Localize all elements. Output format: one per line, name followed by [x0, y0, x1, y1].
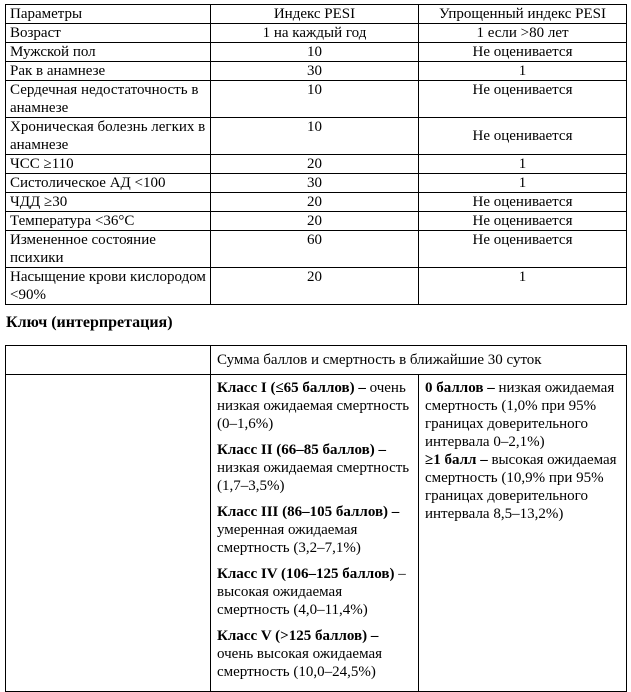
parameter-cell: Хроническая болезнь легких в анамнезе — [6, 118, 211, 155]
pesi-score-cell: 20 — [211, 193, 419, 212]
pesi-class-item-description: – высокая ожидаемая смертность (4,0–11,4%) — [217, 566, 406, 618]
col-header-parameters: Параметры — [6, 5, 211, 24]
parameter-cell: Рак в анамнезе — [6, 62, 211, 81]
table-header-row — [6, 5, 627, 24]
pesi-table-body — [6, 24, 627, 305]
interpretation-header-cell: Сумма баллов и смертность в ближайшие 30 суток — [211, 346, 627, 375]
table-row — [6, 24, 627, 43]
parameter-cell: Мужской пол — [6, 43, 211, 62]
pesi-score-cell: 30 — [211, 62, 419, 81]
parameter-cell: Возраст — [6, 24, 211, 43]
pesi-score-cell: 20 — [211, 155, 419, 174]
pesi-score-cell: 20 — [211, 268, 419, 305]
spesi-score-cell: 1 — [419, 155, 627, 174]
table-row — [6, 43, 627, 62]
table-row — [6, 174, 627, 193]
pesi-score-cell: 20 — [211, 212, 419, 231]
empty-cell — [6, 346, 211, 375]
parameter-cell: ЧСС ≥110 — [6, 155, 211, 174]
pesi-score-cell: 1 на каждый год — [211, 24, 419, 43]
pesi-parameters-table — [5, 4, 627, 305]
table-row — [6, 212, 627, 231]
spesi-score-cell: 1 если >80 лет — [419, 24, 627, 43]
table-row — [6, 268, 627, 305]
spesi-score-cell: Не оценивается — [419, 231, 627, 268]
spesi-score-cell: Не оценивается — [419, 81, 627, 118]
key-interpretation-label: Ключ (интерпретация) — [6, 314, 173, 331]
pesi-class-item — [217, 565, 412, 619]
pesi-class-item-bold-label: Класс II (66–85 баллов) – — [217, 442, 386, 458]
pesi-score-cell: 10 — [211, 118, 419, 155]
table-row — [6, 155, 627, 174]
spesi-result-item-description: низкая ожидаемая смертность (1,0% при 95% границах доверительного интервала 0–2,1%) — [425, 380, 615, 450]
spesi-score-cell: Не оценивается — [419, 43, 627, 62]
interpretation-table — [5, 345, 627, 692]
col-header-simplified-pesi-index: Упрощенный индекс PESI — [419, 5, 627, 24]
table-row — [6, 118, 627, 155]
empty-cell — [6, 375, 211, 692]
pesi-score-cell: 10 — [211, 43, 419, 62]
table-row — [6, 193, 627, 212]
pesi-class-item — [217, 441, 412, 495]
pesi-class-item-description: очень высокая ожидаемая смертность (10,0–24,5%) — [217, 646, 383, 680]
parameter-cell: Насыщение крови кислородом <90% — [6, 268, 211, 305]
parameter-cell: ЧДД ≥30 — [6, 193, 211, 212]
spesi-score-cell: Не оценивается — [419, 193, 627, 212]
spesi-result-item-description: высокая ожидаемая смертность (10,9% при 95% границах доверительного интервала 8,5–13,2%) — [425, 452, 617, 522]
parameter-cell: Сердечная недостаточность в анамнезе — [6, 81, 211, 118]
interpretation-body-row — [6, 375, 627, 692]
spesi-result-item — [425, 379, 620, 451]
pesi-class-item — [217, 379, 412, 433]
pesi-class-item — [217, 503, 412, 557]
parameter-cell: Измененное состояние психики — [6, 231, 211, 268]
pesi-class-item — [217, 627, 412, 681]
spesi-result-item-bold-label: ≥1 балл – — [425, 452, 488, 468]
pesi-classes-cell — [211, 375, 419, 692]
table-row — [6, 81, 627, 118]
spesi-result-item — [425, 451, 620, 523]
pesi-class-item-bold-label: Класс I (≤65 баллов) – — [217, 380, 366, 396]
pesi-class-item-bold-label: Класс V (>125 баллов) – — [217, 628, 379, 644]
table-row — [6, 231, 627, 268]
col-header-pesi-index: Индекс PESI — [211, 5, 419, 24]
pesi-class-item-description: низкая ожидаемая смертность (1,7–3,5%) — [217, 460, 410, 494]
spesi-score-cell: Не оценивается — [419, 118, 627, 155]
pesi-score-cell: 60 — [211, 231, 419, 268]
parameter-cell: Систолическое АД <100 — [6, 174, 211, 193]
spesi-score-cell: 1 — [419, 62, 627, 81]
spesi-result-item-bold-label: 0 баллов – — [425, 380, 495, 396]
spesi-score-cell: 1 — [419, 174, 627, 193]
pesi-score-cell: 10 — [211, 81, 419, 118]
table-row — [6, 62, 627, 81]
spesi-score-cell: 1 — [419, 268, 627, 305]
spesi-results-cell — [419, 375, 627, 692]
pesi-class-item-description: умеренная ожидаемая смертность (3,2–7,1%) — [217, 522, 361, 556]
spesi-score-cell: Не оценивается — [419, 212, 627, 231]
pesi-class-item-description: очень низкая ожидаемая смертность (0–1,6%) — [217, 380, 410, 432]
parameter-cell: Температура <36°С — [6, 212, 211, 231]
pesi-score-cell: 30 — [211, 174, 419, 193]
pesi-class-item-bold-label: Класс IV (106–125 баллов) — [217, 566, 395, 582]
pesi-class-item-bold-label: Класс III (86–105 баллов) – — [217, 504, 400, 520]
interpretation-header-row — [6, 346, 627, 375]
